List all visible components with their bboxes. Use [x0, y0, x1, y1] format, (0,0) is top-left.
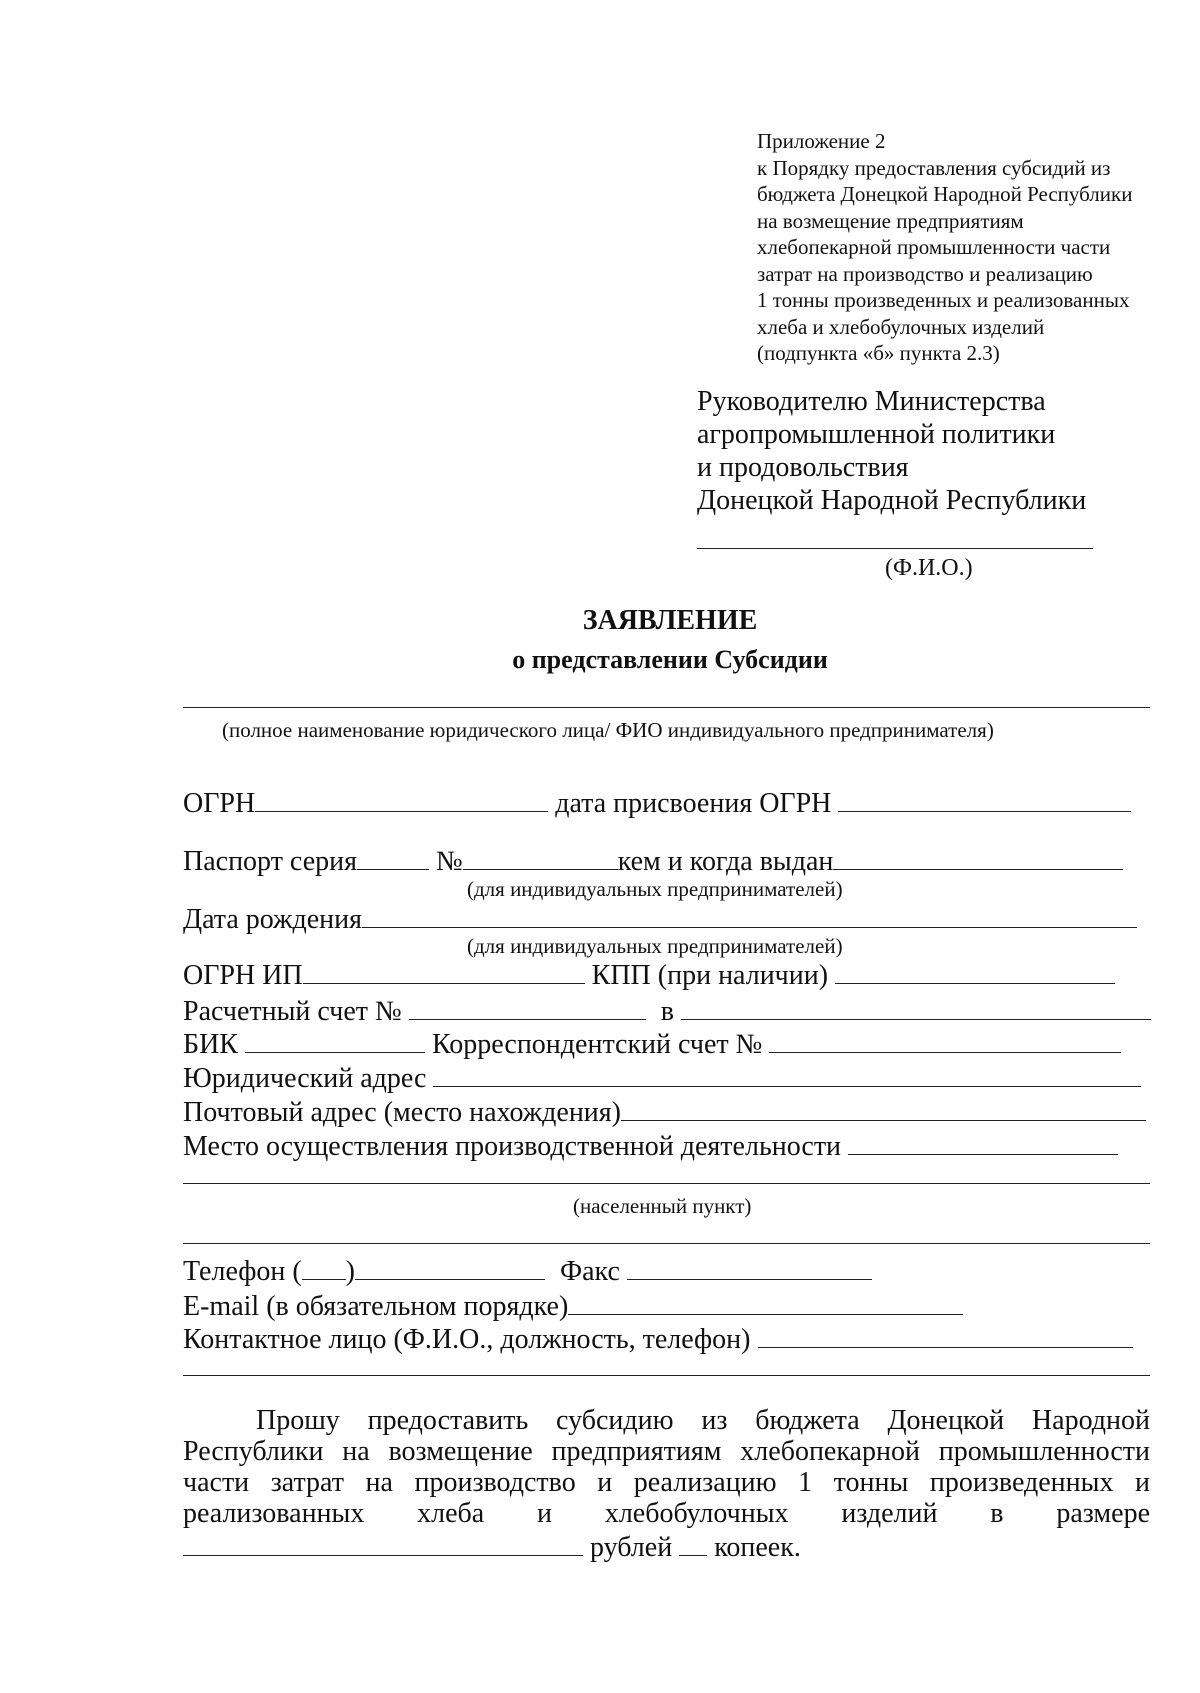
account-in-label: в — [660, 996, 674, 1027]
postal-address-field[interactable] — [621, 1096, 1146, 1121]
passport-issued-field[interactable] — [833, 845, 1123, 870]
production-place-label: Место осуществления производственной деятельности — [183, 1131, 842, 1162]
appendix-line: (подпункта «б» пункта 2.3) — [757, 341, 1000, 365]
postal-address-label: Почтовый адрес (место нахождения) — [183, 1097, 621, 1128]
contact-extra-line[interactable] — [183, 1375, 1150, 1376]
appendix-line: затрат на производство и реализацию — [757, 261, 1093, 286]
amount-row — [183, 1531, 1150, 1563]
fio-caption: (Ф.И.О.) — [885, 555, 973, 581]
appendix-line: к Порядку предоставления субсидий из — [757, 155, 1111, 180]
extra-line[interactable] — [183, 1243, 1150, 1244]
addressee-block — [697, 385, 1086, 517]
phone-row — [183, 1255, 872, 1287]
addressee-line: и продовольствия — [697, 452, 909, 483]
passport-number-field[interactable] — [463, 845, 618, 870]
account-label: Расчетный счет № — [183, 996, 402, 1027]
birth-date-row — [183, 903, 1137, 935]
ogrn-row — [183, 787, 1131, 819]
appendix-header — [757, 128, 1132, 367]
account-row — [183, 995, 1151, 1027]
addressee-line: Донецкой Народной Республики — [697, 485, 1087, 516]
legal-address-row — [183, 1062, 1141, 1094]
email-field[interactable] — [568, 1290, 963, 1315]
appendix-line: Приложение 2 — [757, 129, 886, 153]
ogrn-ip-label: ОГРН ИП — [183, 960, 303, 991]
entity-name-line[interactable] — [183, 707, 1150, 708]
phone-label: Телефон ( — [183, 1256, 302, 1287]
passport-number-label: № — [436, 846, 463, 877]
phone-field[interactable] — [355, 1255, 545, 1280]
ip-note-2: (для индивидуальных предпринимателей) — [467, 934, 843, 958]
production-place-row — [183, 1130, 1118, 1162]
ogrn-date-label: дата присвоения ОГРН — [555, 788, 832, 819]
kopecks-field[interactable] — [679, 1531, 707, 1556]
passport-issued-label: кем и когда выдан — [617, 846, 834, 877]
contact-field[interactable] — [758, 1323, 1133, 1348]
ogrn-label: ОГРН — [183, 788, 256, 819]
addressee-line: Руководителю Министерства — [697, 386, 1046, 417]
kpp-label: КПП (при наличии) — [591, 960, 829, 991]
appendix-line: на возмещение предприятиям — [757, 208, 1024, 233]
passport-series-label: Паспорт серия — [183, 846, 357, 877]
contact-row — [183, 1323, 1133, 1355]
email-label: E-mail (в обязательном порядке) — [183, 1291, 569, 1322]
rubles-field[interactable] — [183, 1531, 583, 1556]
fio-line[interactable] — [697, 548, 1093, 549]
phone-close: ) — [345, 1256, 355, 1287]
kopecks-label: копеек. — [714, 1532, 801, 1563]
appendix-line: бюджета Донецкой Народной Республики — [757, 182, 1133, 206]
postal-address-row — [183, 1096, 1146, 1128]
document-subtitle: о представлении Субсидии — [512, 645, 828, 674]
corr-account-field[interactable] — [769, 1028, 1121, 1053]
passport-row — [183, 845, 1123, 877]
account-field[interactable] — [409, 995, 646, 1020]
email-row — [183, 1290, 963, 1322]
phone-code-field[interactable] — [302, 1255, 346, 1280]
legal-address-label: Юридический адрес — [183, 1063, 427, 1094]
bik-label: БИК — [183, 1029, 238, 1060]
fax-label: Факс — [560, 1256, 620, 1287]
rubles-label: рублей — [590, 1532, 673, 1563]
bik-field[interactable] — [245, 1028, 425, 1053]
production-place-field[interactable] — [848, 1130, 1118, 1155]
ogrn-ip-field[interactable] — [303, 959, 585, 984]
appendix-line: хлебопекарной промышленности части — [757, 235, 1111, 259]
appendix-line: 1 тонны произведенных и реализованных — [757, 288, 1130, 312]
locality-line[interactable] — [183, 1183, 1150, 1184]
corr-account-label: Корреспондентский счет № — [431, 1029, 763, 1060]
entity-caption: (полное наименование юридического лица/ ФИО индивидуального предпринимателя) — [222, 718, 994, 742]
request-paragraph — [183, 1405, 1150, 1563]
birth-date-label: Дата рождения — [183, 904, 362, 935]
bik-row — [183, 1028, 1121, 1060]
passport-series-field[interactable] — [357, 845, 429, 870]
bank-field[interactable] — [681, 995, 1151, 1020]
addressee-line: агропромышленной политики — [697, 419, 1056, 450]
ogrn-date-field[interactable] — [838, 787, 1131, 812]
contact-label: Контактное лицо (Ф.И.О., должность, телефон) — [183, 1324, 751, 1355]
ip-note-1: (для индивидуальных предпринимателей) — [467, 877, 843, 901]
kpp-field[interactable] — [835, 959, 1115, 984]
legal-address-field[interactable] — [433, 1062, 1141, 1087]
ogrn-field[interactable] — [255, 787, 548, 812]
birth-date-field[interactable] — [362, 903, 1137, 928]
ogrn-ip-row — [183, 959, 1115, 991]
appendix-line: хлеба и хлебобулочных изделий — [757, 314, 1045, 339]
request-text: Прошу предоставить субсидию из бюджета Донецкой Народной Республики на возмещение предприятиям хлебопекарной промышленности части затрат на производство и реализацию 1 тонны произведенных и реализованных хлеба и хлебобулочных изделий в размере — [183, 1405, 1150, 1529]
document-title: ЗАЯВЛЕНИЕ — [582, 605, 758, 636]
locality-caption: (населенный пункт) — [573, 1194, 752, 1218]
fax-field[interactable] — [627, 1255, 872, 1280]
